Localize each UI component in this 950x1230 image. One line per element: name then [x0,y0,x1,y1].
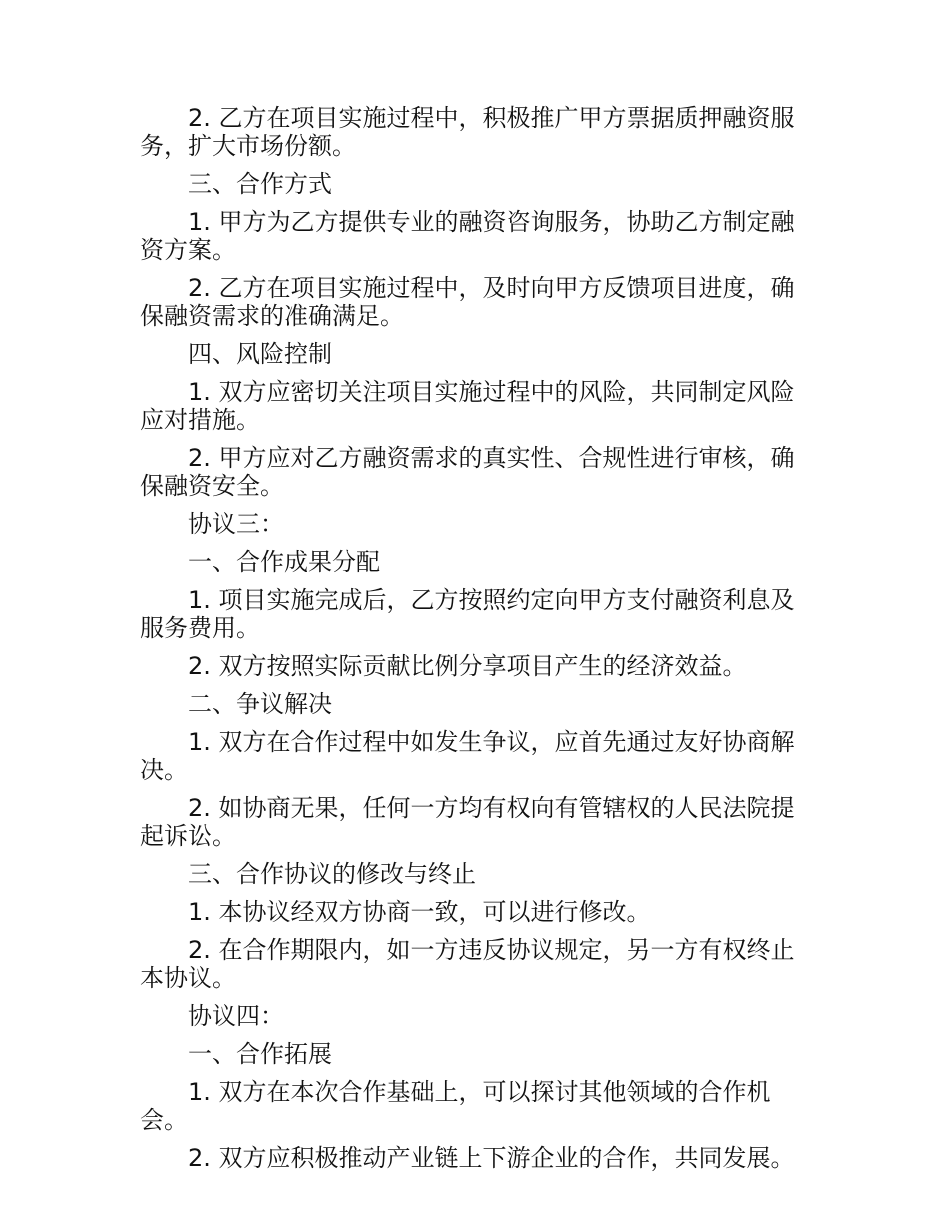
paragraph-12: 1. 双方在本次合作基础上，可以探讨其他领域的合作机会。 [140,1078,771,1134]
document-page [140,104,812,1182]
paragraph-6: 1. 项目实施完成后，乙方按照约定向甲方支付融资利息及服务费用。 [140,586,795,642]
paragraph-2: 1. 甲方为乙方提供专业的融资咨询服务，协助乙方制定融资方案。 [140,208,795,264]
section-heading-results-distribution: 一、合作成果分配 [188,548,380,576]
section-heading-cooperation-method: 三、合作方式 [188,170,332,198]
paragraph-3: 2. 乙方在项目实施过程中，及时向甲方反馈项目进度，确保融资需求的准确满足。 [140,274,795,330]
agreement-four-heading: 协议四： [188,1002,284,1030]
section-heading-modification-termination: 三、合作协议的修改与终止 [188,860,476,888]
paragraph-9: 2. 如协商无果，任何一方均有权向有管辖权的人民法院提起诉讼。 [140,794,795,850]
agreement-three-heading: 协议三： [188,510,284,538]
paragraph-7: 2. 双方按照实际贡献比例分享项目产生的经济效益。 [188,652,747,680]
section-heading-cooperation-expansion: 一、合作拓展 [188,1040,332,1068]
paragraph-5: 2. 甲方应对乙方融资需求的真实性、合规性进行审核，确保融资安全。 [140,444,795,500]
section-heading-dispute-resolution: 二、争议解决 [188,690,332,718]
section-heading-risk-control: 四、风险控制 [188,340,332,368]
paragraph-11: 2. 在合作期限内，如一方违反协议规定，另一方有权终止本协议。 [140,936,795,992]
paragraph-8: 1. 双方在合作过程中如发生争议，应首先通过友好协商解决。 [140,728,795,784]
paragraph-13: 2. 双方应积极推动产业链上下游企业的合作，共同发展。 [188,1144,795,1172]
paragraph-10: 1. 本协议经双方协商一致，可以进行修改。 [188,898,651,926]
paragraph-1: 2. 乙方在项目实施过程中，积极推广甲方票据质押融资服务，扩大市场份额。 [140,104,795,160]
paragraph-4: 1. 双方应密切关注项目实施过程中的风险，共同制定风险应对措施。 [140,378,795,434]
